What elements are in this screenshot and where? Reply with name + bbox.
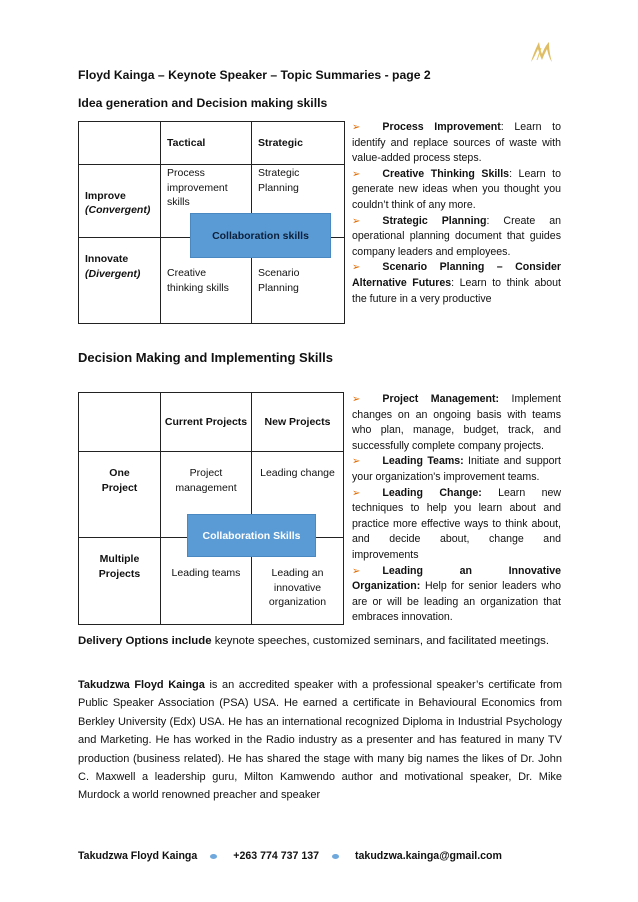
col-header-new-projects: New Projects bbox=[264, 415, 331, 428]
arrow-bullet-icon: ➢ bbox=[352, 168, 361, 180]
delivery-options bbox=[78, 633, 562, 649]
cell-leading-change: Leading change bbox=[260, 467, 335, 479]
cell-leading-innovative-org: Leading an innovative organization bbox=[268, 567, 327, 608]
arrow-bullet-icon: ➢ bbox=[352, 122, 361, 133]
table-corner-cell bbox=[79, 393, 161, 452]
bullet-list-2 bbox=[352, 392, 561, 626]
row-sublabel-divergent: (Divergent) bbox=[85, 267, 141, 280]
arrow-bullet-icon: ➢ bbox=[352, 456, 361, 468]
list-item: ➢ Leading Teams: Initiate and support your organization's improvement teams. bbox=[352, 455, 561, 483]
arrow-bullet-icon: ➢ bbox=[352, 262, 361, 274]
bio-name: Takudzwa Floyd Kainga bbox=[78, 679, 205, 691]
collaboration-skills-box-2: Collaboration Skills bbox=[187, 514, 316, 557]
cell-scenario-planning: Scenario Planning bbox=[258, 267, 300, 294]
list-item: ➢ Scenario Planning – Consider Alternative Futures: Learn to think about the future in a very productive bbox=[352, 261, 561, 305]
section-title-idea-generation: Idea generation and Decision making skills bbox=[78, 96, 328, 110]
cell-process-improvement: Process improvement skills bbox=[167, 167, 228, 208]
footer-phone: +263 774 737 137 bbox=[233, 850, 320, 862]
page-title: Floyd Kainga – Keynote Speaker – Topic Summaries - page 2 bbox=[78, 68, 431, 82]
separator-dot-icon bbox=[332, 854, 339, 859]
row-label-improve: Improve bbox=[85, 189, 126, 202]
footer-name: Takudzwa Floyd Kainga bbox=[78, 850, 198, 862]
delivery-lead: Delivery Options include bbox=[78, 635, 212, 647]
arrow-bullet-icon: ➢ bbox=[352, 215, 361, 227]
col-header-current-projects: Current Projects bbox=[164, 415, 248, 428]
table-corner-cell bbox=[79, 122, 161, 165]
skills-matrix-table-2 bbox=[78, 392, 344, 625]
footer-email[interactable]: takudzwa.kainga@gmail.com bbox=[355, 850, 502, 862]
speaker-bio bbox=[78, 676, 562, 805]
bullet-list-1 bbox=[352, 120, 561, 307]
col-header-tactical: Tactical bbox=[167, 136, 206, 149]
cell-leading-teams: Leading teams bbox=[171, 567, 241, 579]
row-label-innovate: Innovate bbox=[85, 253, 129, 265]
arrow-bullet-icon: ➢ bbox=[352, 565, 361, 577]
list-item: ➢ Process Improvement: Learn to identify and replace sources of waste with value-added process steps. bbox=[352, 121, 561, 165]
cell-project-management: Project management bbox=[175, 467, 237, 494]
col-header-strategic: Strategic bbox=[258, 136, 303, 149]
arrow-bullet-icon: ➢ bbox=[352, 394, 361, 405]
cell-strategic-planning: Strategic Planning bbox=[258, 167, 300, 194]
list-item: ➢ Strategic Planning: Create an operational planning document that guides company leaders and employees. bbox=[352, 214, 561, 258]
arrow-bullet-icon: ➢ bbox=[352, 487, 361, 499]
list-item: ➢ Creative Thinking Skills: Learn to generate new ideas when you thought you couldn’t think of any more. bbox=[352, 167, 562, 211]
row-label-one-project: One Project bbox=[101, 467, 138, 494]
delivery-text: keynote speeches, customized seminars, and facilitated meetings. bbox=[211, 635, 550, 647]
row-label-multiple-projects: Multiple Projects bbox=[98, 553, 141, 580]
cell-creative-thinking: Creative thinking skills bbox=[167, 267, 229, 294]
gold-m-logo-icon bbox=[528, 38, 554, 66]
list-item: ➢ Leading Change: Learn new techniques to help you learn about and practice more effective ways to think about, and decide about, change and improvements bbox=[352, 486, 561, 561]
collaboration-skills-box-1: Collaboration skills bbox=[190, 213, 331, 258]
bio-text: is an accredited speaker with a professional speaker’s certificate from Public Speaker Association (PSA) USA. He earned a certificate in Behavioural Economics from Berkley University (Edx) USA. He has an international recognized Diploma in Industrial Psychology and Marketing. He has worked in the Radio industry as a presenter and has featured in many TV production (business related). He has shared the stage with many big names the likes of Dr. John C. Maxwell a leadership guru, Milton Kamwendo author and motivational speaker, Dr. Mike Murdock a world renowned preacher and speaker bbox=[78, 679, 563, 802]
section-title-decision-making: Decision Making and Implementing Skills bbox=[78, 350, 333, 365]
footer bbox=[78, 850, 502, 862]
row-sublabel-convergent: (Convergent) bbox=[85, 204, 151, 216]
list-item: ➢ Leading an Innovative Organization: Help for senior leaders who are or will be leading an organization that embraces innovation. bbox=[352, 564, 561, 624]
list-item: ➢ Project Management: Implement changes on an ongoing basis with teams who plan, manage, budget, track, and successfully complete company projects. bbox=[352, 393, 561, 452]
separator-dot-icon bbox=[210, 854, 217, 859]
